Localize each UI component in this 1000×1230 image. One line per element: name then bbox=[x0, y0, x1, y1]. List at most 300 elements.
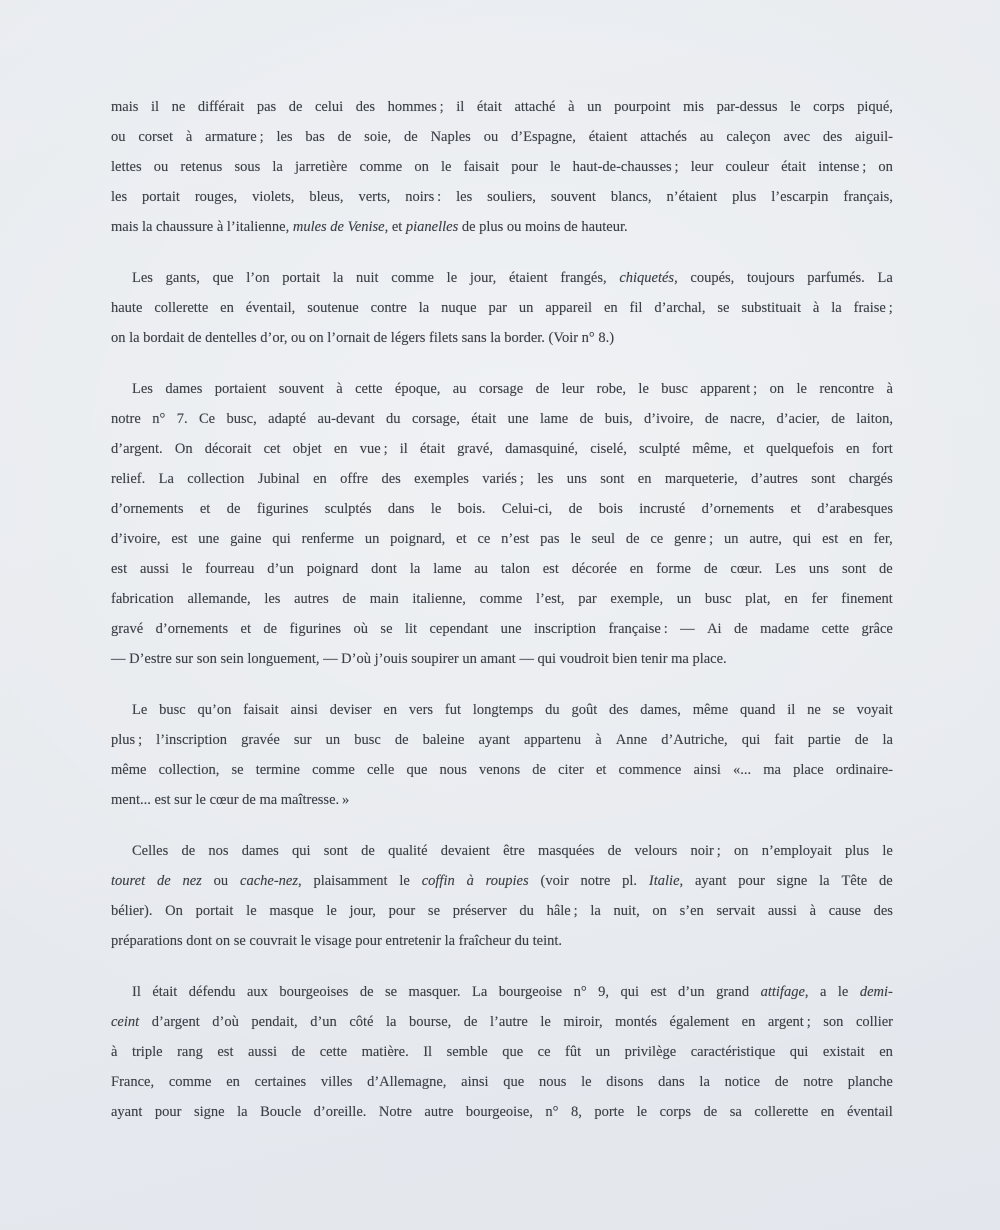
word: objet bbox=[292, 441, 322, 457]
word: il bbox=[787, 702, 796, 718]
word: à bbox=[185, 129, 193, 145]
word: sur bbox=[293, 732, 312, 748]
word: lame bbox=[433, 561, 462, 577]
word: figurines bbox=[289, 621, 342, 637]
word: pas bbox=[540, 531, 560, 547]
text-line bbox=[111, 212, 893, 242]
word: laiton, bbox=[856, 411, 893, 427]
word: nuit, bbox=[613, 903, 640, 919]
word: Les bbox=[775, 561, 797, 577]
word: buis, bbox=[604, 411, 633, 427]
word: et bbox=[743, 441, 754, 457]
word: cet bbox=[263, 441, 281, 457]
paragraph bbox=[111, 695, 893, 815]
word: à bbox=[568, 99, 575, 115]
word: le bbox=[446, 270, 458, 286]
word: marqueterie, bbox=[664, 471, 738, 487]
word: j’ouis bbox=[374, 651, 408, 667]
word: nuit bbox=[356, 270, 379, 286]
word: de bbox=[337, 129, 352, 145]
word: busc bbox=[704, 591, 732, 607]
word: Jubinal bbox=[257, 471, 300, 487]
word: de bbox=[579, 411, 594, 427]
word: fourreau bbox=[205, 561, 255, 577]
word: nos bbox=[208, 843, 229, 859]
word: semble bbox=[446, 1044, 488, 1060]
word: en bbox=[226, 1074, 240, 1090]
word: un bbox=[518, 300, 534, 316]
word: on bbox=[215, 933, 231, 949]
word: le bbox=[326, 903, 337, 919]
word: la bbox=[385, 1014, 397, 1030]
word: même bbox=[692, 702, 729, 718]
word: Italie, bbox=[648, 873, 684, 889]
word: chaussure bbox=[156, 219, 214, 235]
word: ce bbox=[650, 531, 664, 547]
word: souvent bbox=[550, 189, 596, 205]
word: où bbox=[353, 621, 368, 637]
word: amant bbox=[480, 651, 516, 667]
paragraph bbox=[111, 92, 893, 242]
word: sur bbox=[175, 651, 194, 667]
word: uns bbox=[808, 561, 830, 577]
word: mis bbox=[683, 99, 705, 115]
word: se bbox=[832, 702, 845, 718]
word: chiquetés, bbox=[619, 270, 678, 286]
word: française : bbox=[608, 621, 668, 637]
word: apparent ; bbox=[700, 381, 758, 397]
word: verts, bbox=[358, 189, 391, 205]
word: plat, bbox=[745, 591, 771, 607]
word: pour bbox=[154, 1104, 182, 1120]
text-line bbox=[111, 977, 893, 1007]
word: la bbox=[590, 903, 601, 919]
word: corps bbox=[813, 99, 845, 115]
word: lit bbox=[404, 621, 418, 637]
word: il bbox=[150, 99, 160, 115]
word: à bbox=[216, 219, 224, 235]
word: citer bbox=[558, 762, 584, 778]
word: de bbox=[854, 732, 869, 748]
word: aux bbox=[246, 984, 268, 1000]
word: incrusté bbox=[639, 501, 686, 517]
word: le bbox=[790, 99, 801, 115]
word: défendu bbox=[188, 984, 236, 1000]
word: autres bbox=[294, 591, 329, 607]
word: au-devant bbox=[317, 411, 375, 427]
word: ayant bbox=[478, 732, 510, 748]
word: filets bbox=[429, 330, 459, 346]
paragraph bbox=[111, 977, 893, 1127]
paragraph bbox=[111, 374, 893, 674]
word: planche bbox=[847, 1074, 893, 1090]
word: les bbox=[537, 471, 554, 487]
word: gants, bbox=[165, 270, 200, 286]
word: ainsi bbox=[461, 1074, 489, 1090]
word: la bbox=[831, 300, 842, 316]
word: le bbox=[570, 531, 581, 547]
word: dont bbox=[186, 933, 213, 949]
word: uns bbox=[566, 471, 587, 487]
word: au bbox=[699, 129, 714, 145]
word: les bbox=[264, 591, 281, 607]
word: n° bbox=[581, 330, 595, 346]
word: fraise ; bbox=[853, 300, 893, 316]
word: de bbox=[359, 984, 374, 1000]
word: pour bbox=[738, 873, 765, 889]
word: fabrication bbox=[111, 591, 174, 607]
word: de bbox=[625, 531, 640, 547]
word: un bbox=[595, 1044, 611, 1060]
word: en bbox=[603, 300, 618, 316]
word: même, bbox=[692, 441, 732, 457]
word: des bbox=[873, 903, 893, 919]
word: nous bbox=[538, 1074, 567, 1090]
word: deviser bbox=[329, 702, 372, 718]
word: le bbox=[181, 561, 193, 577]
text-line bbox=[111, 464, 893, 494]
word: frangés, bbox=[560, 270, 607, 286]
word: attachés bbox=[640, 129, 687, 145]
word: — bbox=[323, 651, 338, 667]
word: le bbox=[441, 159, 452, 175]
word: de bbox=[330, 219, 344, 235]
word: ma bbox=[671, 651, 689, 667]
word: de bbox=[879, 873, 893, 889]
word: ou bbox=[483, 129, 499, 145]
word: cette bbox=[355, 381, 383, 397]
word: la bbox=[699, 1074, 710, 1090]
word: Notre bbox=[378, 1104, 412, 1120]
word: d’autres bbox=[751, 471, 798, 487]
word: couleur bbox=[725, 159, 769, 175]
word: d’un bbox=[678, 984, 705, 1000]
word: de bbox=[181, 843, 196, 859]
word: cœur. bbox=[730, 561, 763, 577]
word: exemples bbox=[414, 471, 469, 487]
word: qui bbox=[741, 732, 761, 748]
word: celle bbox=[366, 762, 395, 778]
word: sans bbox=[461, 330, 487, 346]
word: de bbox=[831, 411, 845, 427]
word: aussi bbox=[767, 903, 797, 919]
word: il bbox=[399, 441, 408, 457]
word: l’ornait bbox=[327, 330, 370, 346]
word: quand bbox=[739, 702, 776, 718]
word: les bbox=[456, 189, 473, 205]
word: que bbox=[502, 1044, 524, 1060]
word: comme bbox=[168, 1074, 212, 1090]
word: notre bbox=[803, 1074, 834, 1090]
word: à bbox=[466, 873, 474, 889]
word: ne bbox=[171, 99, 186, 115]
text-line bbox=[111, 836, 893, 866]
word: hommes ; bbox=[387, 99, 444, 115]
word: lame bbox=[540, 411, 569, 427]
word: portaient bbox=[214, 381, 267, 397]
word: décorait bbox=[204, 441, 252, 457]
word: une bbox=[500, 621, 522, 637]
word: faisait bbox=[243, 702, 279, 718]
word: fraîcheur bbox=[458, 933, 511, 949]
word: plus bbox=[479, 219, 504, 235]
word: Celles bbox=[132, 843, 169, 859]
word: l’est, bbox=[535, 591, 565, 607]
word: appartenu bbox=[524, 732, 582, 748]
word: d’or, bbox=[260, 330, 288, 346]
word: Boucle bbox=[260, 1104, 302, 1120]
word: un bbox=[587, 99, 602, 115]
word: La bbox=[877, 270, 893, 286]
text-line bbox=[111, 152, 893, 182]
word: est bbox=[650, 984, 667, 1000]
word: Celui-ci, bbox=[501, 501, 553, 517]
word: souvent bbox=[278, 381, 324, 397]
word: border. bbox=[504, 330, 545, 346]
word: de bbox=[242, 792, 256, 808]
word: est bbox=[542, 561, 559, 577]
word: par bbox=[488, 300, 508, 316]
word: un bbox=[364, 531, 380, 547]
word: hâle ; bbox=[546, 903, 578, 919]
word: partie bbox=[807, 732, 841, 748]
word: lettes bbox=[111, 159, 142, 175]
word: venons bbox=[479, 762, 521, 778]
word: on bbox=[769, 381, 785, 397]
word: sa bbox=[729, 1104, 742, 1120]
word: ne bbox=[807, 702, 821, 718]
word: caractéristique bbox=[690, 1044, 776, 1060]
word: le bbox=[882, 843, 893, 859]
word: substituait bbox=[741, 300, 801, 316]
word: dames bbox=[165, 381, 203, 397]
word: la bbox=[819, 873, 830, 889]
word: exemple, bbox=[610, 591, 664, 607]
word: ainsi bbox=[693, 762, 721, 778]
word: Le bbox=[132, 702, 148, 718]
word: au bbox=[474, 561, 488, 577]
word: sculptés bbox=[324, 501, 372, 517]
word: l’inscription bbox=[156, 732, 228, 748]
word: place. bbox=[692, 651, 727, 667]
word: notre bbox=[580, 873, 611, 889]
word: corsage bbox=[478, 381, 524, 397]
word: busc, bbox=[226, 411, 257, 427]
word: d’archal, bbox=[654, 300, 706, 316]
word: busc bbox=[354, 732, 381, 748]
word: genre ; bbox=[674, 531, 714, 547]
word: on bbox=[652, 903, 667, 919]
word: sculpté bbox=[639, 441, 681, 457]
word: pourpoint bbox=[614, 99, 671, 115]
word: bourse, bbox=[408, 1014, 452, 1030]
word: voyait bbox=[856, 702, 893, 718]
word: devaient bbox=[440, 843, 490, 859]
word: d’argent bbox=[151, 1014, 200, 1030]
word: celui bbox=[314, 99, 344, 115]
word: pendait, bbox=[251, 1014, 298, 1030]
word: nacre, bbox=[730, 411, 766, 427]
text-line bbox=[111, 554, 893, 584]
word: portait bbox=[142, 189, 180, 205]
word: une bbox=[198, 531, 220, 547]
word: qui bbox=[792, 531, 812, 547]
word: pas bbox=[256, 99, 277, 115]
word: un bbox=[676, 591, 692, 607]
word: Les bbox=[132, 270, 153, 286]
text-line bbox=[111, 614, 893, 644]
word: coupés, bbox=[690, 270, 735, 286]
word: dont bbox=[371, 561, 397, 577]
word: est bbox=[171, 531, 188, 547]
word: talon bbox=[500, 561, 530, 577]
word: en bbox=[313, 471, 327, 487]
word: à bbox=[812, 300, 820, 316]
word: portait bbox=[282, 270, 321, 286]
word: chargés bbox=[848, 471, 893, 487]
word: gravé, bbox=[457, 441, 493, 457]
word: blancs, bbox=[610, 189, 652, 205]
word: attaché bbox=[514, 99, 556, 115]
word: mais bbox=[111, 219, 139, 235]
word: disons bbox=[606, 1074, 644, 1090]
word: même bbox=[111, 762, 147, 778]
word: se bbox=[717, 300, 730, 316]
word: qui bbox=[292, 843, 311, 859]
word: offre bbox=[340, 471, 369, 487]
word: Venise, bbox=[347, 219, 389, 235]
word: «... bbox=[733, 762, 752, 778]
word: son bbox=[196, 651, 217, 667]
text-line bbox=[111, 866, 893, 896]
word: touret bbox=[111, 873, 146, 889]
text-line bbox=[111, 896, 893, 926]
word: s’en bbox=[679, 903, 704, 919]
word: des bbox=[822, 129, 843, 145]
paragraph bbox=[111, 263, 893, 353]
word: jarretière bbox=[295, 159, 348, 175]
text-line bbox=[111, 1007, 893, 1037]
word: qu’on bbox=[197, 702, 232, 718]
word: autre bbox=[424, 1104, 454, 1120]
word: a bbox=[819, 984, 827, 1000]
word: masque bbox=[269, 903, 314, 919]
word: faisait bbox=[463, 159, 500, 175]
word: collier bbox=[855, 1014, 893, 1030]
word: retenus bbox=[180, 159, 223, 175]
word: du bbox=[519, 903, 534, 919]
word: à bbox=[809, 903, 816, 919]
word: signe bbox=[194, 1104, 225, 1120]
word: On bbox=[165, 903, 183, 919]
word: qui bbox=[789, 1044, 809, 1060]
word: visage bbox=[314, 933, 352, 949]
word: leur bbox=[561, 381, 585, 397]
word: par-dessus bbox=[716, 99, 778, 115]
word: rouges, bbox=[194, 189, 238, 205]
word: ce bbox=[477, 531, 491, 547]
word: était bbox=[471, 411, 497, 427]
word: la bbox=[882, 732, 893, 748]
paragraph bbox=[111, 836, 893, 956]
word: sein bbox=[220, 651, 244, 667]
word: corset bbox=[138, 129, 173, 145]
word: piqué, bbox=[857, 99, 893, 115]
word: plus bbox=[844, 843, 870, 859]
text-line bbox=[111, 182, 893, 212]
word: légers bbox=[390, 330, 426, 346]
word: dames bbox=[241, 843, 279, 859]
word: est bbox=[111, 561, 128, 577]
word: ou bbox=[506, 219, 522, 235]
word: en bbox=[784, 591, 798, 607]
word: nez bbox=[182, 873, 202, 889]
word: dans bbox=[387, 501, 415, 517]
word: France, bbox=[111, 1074, 155, 1090]
word: collection, bbox=[158, 762, 220, 778]
word: ou bbox=[213, 873, 229, 889]
word: qualité bbox=[388, 843, 428, 859]
word: de bbox=[361, 843, 375, 859]
word: bleus, bbox=[309, 189, 344, 205]
word: de bbox=[532, 762, 546, 778]
word: variés ; bbox=[482, 471, 524, 487]
word: par bbox=[578, 591, 597, 607]
word: toujours bbox=[747, 270, 795, 286]
word: le bbox=[399, 873, 410, 889]
word: d’argent. bbox=[111, 441, 163, 457]
word: le bbox=[638, 381, 649, 397]
word: d’ornements bbox=[701, 501, 775, 517]
word: d’oreille. bbox=[313, 1104, 367, 1120]
word: quelquefois bbox=[766, 441, 834, 457]
word: plus bbox=[732, 189, 757, 205]
word: bien bbox=[612, 651, 638, 667]
word: le bbox=[430, 501, 442, 517]
word: est bbox=[217, 1044, 234, 1060]
word: français, bbox=[843, 189, 893, 205]
word: la bbox=[444, 933, 456, 949]
word: se bbox=[380, 621, 393, 637]
word: le bbox=[549, 159, 561, 175]
word: la bbox=[490, 330, 501, 346]
word: robe, bbox=[596, 381, 627, 397]
word: collection bbox=[187, 471, 245, 487]
word: ma bbox=[763, 762, 781, 778]
word: n° bbox=[545, 1104, 559, 1120]
word: se bbox=[384, 984, 398, 1000]
word: d’acier, bbox=[776, 411, 820, 427]
word: la bbox=[141, 219, 153, 235]
word: comme bbox=[359, 159, 403, 175]
word: est bbox=[822, 531, 839, 547]
word: de bbox=[704, 411, 719, 427]
word: pour bbox=[511, 159, 538, 175]
word: être bbox=[503, 843, 525, 859]
word: d’arabesques bbox=[817, 501, 893, 517]
word: ceint bbox=[111, 1014, 140, 1030]
word: de bbox=[156, 873, 171, 889]
text-line bbox=[111, 434, 893, 464]
word: de bbox=[774, 1074, 789, 1090]
word: sont bbox=[323, 843, 348, 859]
word: en bbox=[741, 1014, 756, 1030]
word: Anne bbox=[615, 732, 648, 748]
word: bourgeoise, bbox=[465, 1104, 533, 1120]
word: — bbox=[680, 621, 695, 637]
word: fer bbox=[811, 591, 828, 607]
word: étaient bbox=[508, 270, 548, 286]
